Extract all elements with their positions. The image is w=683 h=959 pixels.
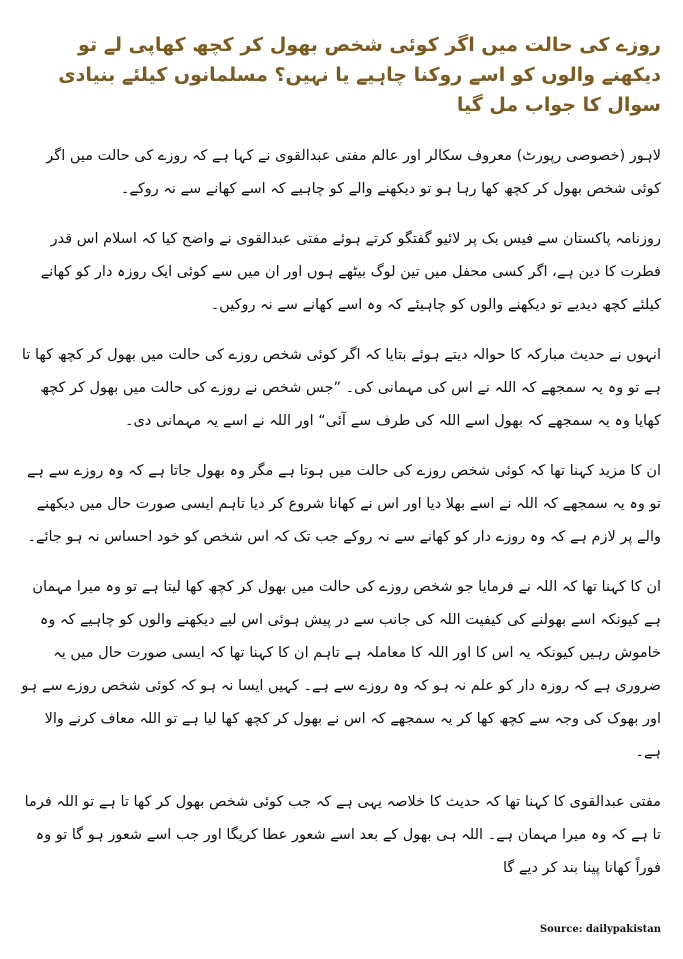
article-headline: روزے کی حالت میں اگر کوئی شخص بھول کر کچھ کھاپی لے تو دیکھنے والوں کو اسے روکنا چاہیے یا نہیں؟ مسلمانوں کیلئے بنیادی سوال کا جواب مل گیا <box>58 34 661 116</box>
source-credit: Source: dailypakistan <box>539 924 661 935</box>
article-paragraph: ان کا مزید کہنا تھا کہ کوئی شخص روزے کی حالت میں ہوتا ہے مگر وہ بھول جاتا ہے کہ وہ روزے سے ہے تو وہ یہ سمجھے کہ اللہ نے اسے بھلا دیا اور اس نے کھانا شروع کر دیا تاہم ایسی صورت حال میں دیکھنے والے پر لازم ہے کہ وہ روزے دار کو کھانے سے نہ روکے جب تک کہ اس شخص کو خود احساس نہ ہو جائے۔ <box>27 463 661 545</box>
article-paragraph: مفتی عبدالقوی کا کہنا تھا کہ حدیث کا خلاصہ یہی ہے کہ جب کوئی شخص بھول کر کھا تا ہے تو اللہ فرما تا ہے کہ وہ میرا مہمان ہے۔ اللہ ہی بھول کے بعد اسے شعور عطا کریگا اور جب اسے شعور ہو گا تو وہ فوراً کھانا پینا بند کر دیے گا <box>24 794 661 876</box>
article-paragraph: ان کا کہنا تھا کہ اللہ نے فرمایا جو شخص روزے کی حالت میں بھول کر کچھ کھا لیتا ہے تو وہ میرا مہمان ہے کیونکہ اسے بھولنے کی کیفیت اللہ کی جانب سے در پیش ہوئی اس لیے دیکھنے والوں کو چاہیے کہ وہ خاموش رہیں کیونکہ یہ اس کا اور اللہ کا معاملہ ہے تاہم ان کا کہنا تھا کہ ایسی صورت حال میں یہ ضروری ہے کہ روزہ دار کو علم نہ ہو کہ وہ روزے سے ہے۔ کہیں ایسا نہ ہو کہ کوئی شخص روزے سے ہو اور بھوک کی وجہ سے کچھ کھا کر یہ سمجھے کہ اس نے بھول کر کچھ کھا لیا ہے تو اللہ معاف کرنے والا ہے۔ <box>21 579 661 760</box>
article-paragraph: انہوں نے حدیث مبارکہ کا حوالہ دیتے ہوئے بتایا کہ اگر کوئی شخص روزے کی حالت میں بھول کر کچھ کھا تا ہے تو وہ یہ سمجھے کہ اللہ نے اس کی مہمانی کی۔ ”جس شخص نے روزے کی حالت میں بھول کر کچھ کھایا وہ یہ سمجھے کہ بھول اسے اللہ کی طرف سے آئی“ اور اللہ نے اسے یہ مہمانی دی۔ <box>21 347 661 429</box>
article-paragraph: روزنامہ پاکستان سے فیس بک پر لائیو گفتگو کرتے ہوئے مفتی عبدالقوی نے واضح کیا کہ اسلام اس قدر فطرت کا دین ہے، اگر کسی محفل میں تین لوگ بیٹھے ہوں اور ان میں سے کوئی ایک روزہ دار کو کھانے کیلئے کچھ دیدیے تو دیکھنے والوں کو چاہیئے کہ وہ اسے کھانے سے نہ روکیں۔ <box>40 231 661 313</box>
article-paragraph: لاہور (خصوصی رپورٹ) معروف سکالر اور عالم مفتی عبدالقوی نے کہا ہے کہ روزے کی حالت میں اگر کوئی شخص بھول کر کچھ کھا رہا ہو تو دیکھنے والے کو چاہیے کہ اسے کھانے سے نہ روکے۔ <box>46 148 661 197</box>
